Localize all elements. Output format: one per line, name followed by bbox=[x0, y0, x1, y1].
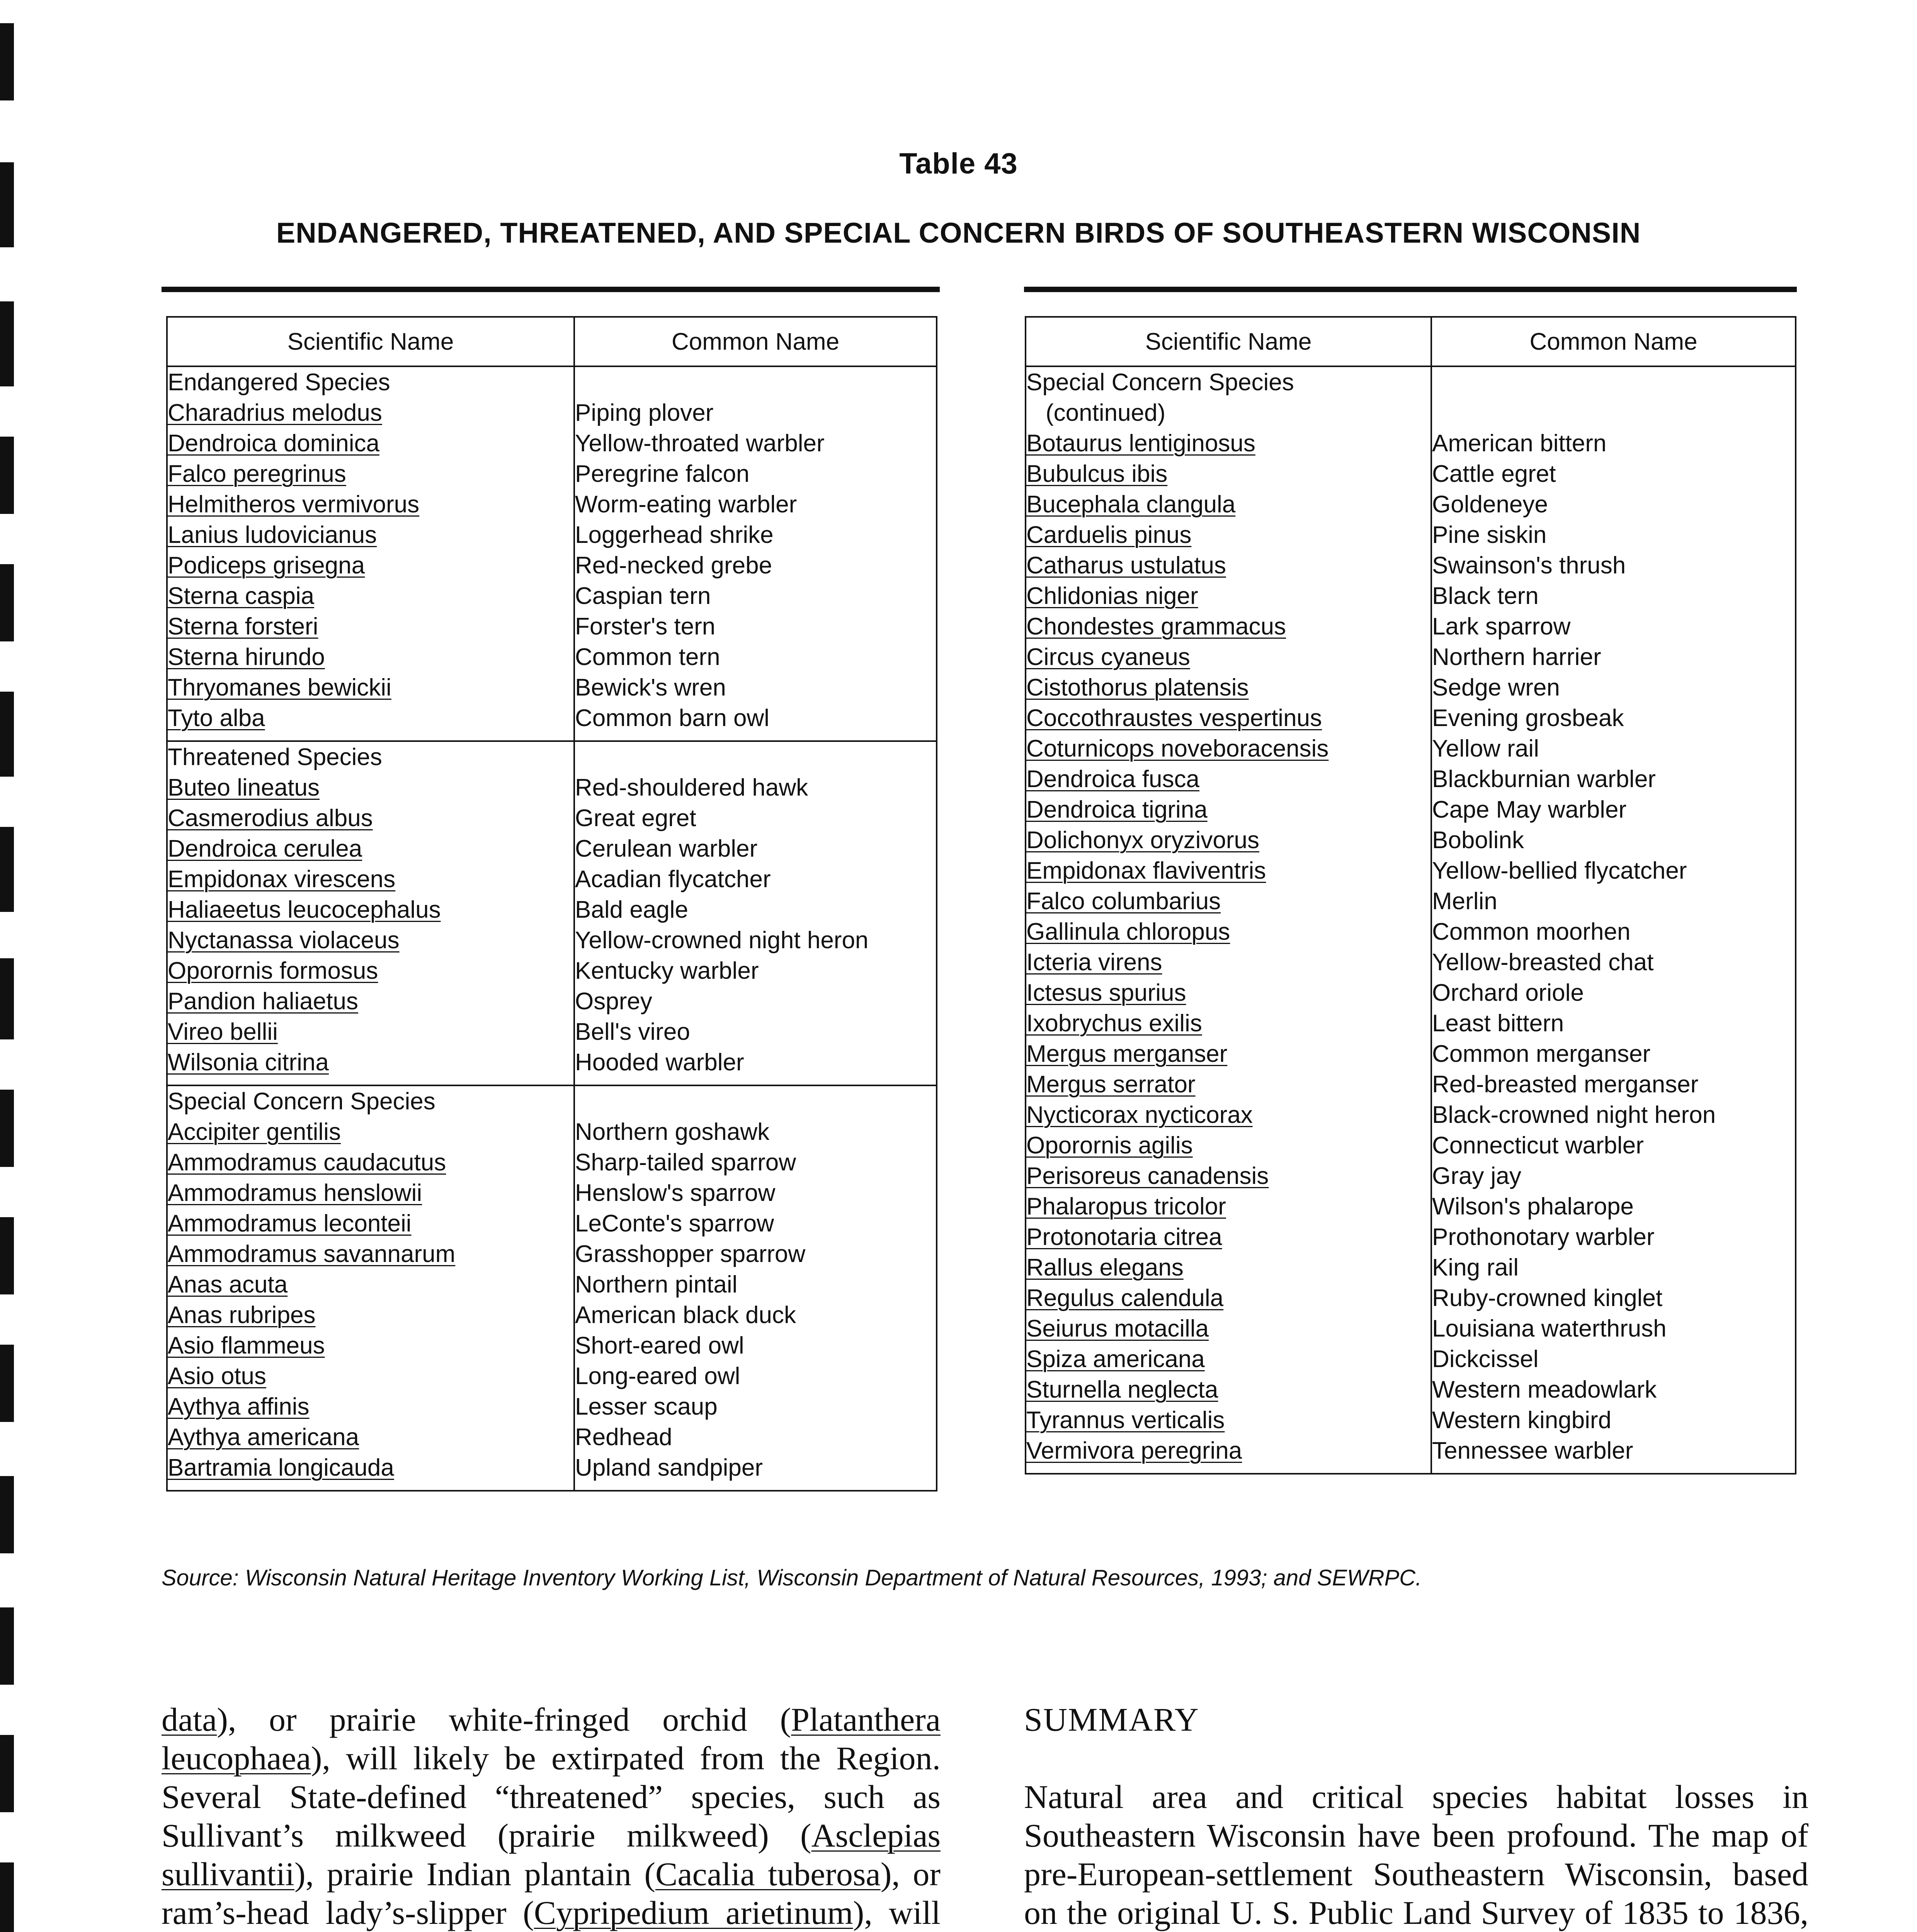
common-name: Red-necked grebe bbox=[574, 550, 937, 581]
table-row bbox=[167, 520, 937, 550]
table-row bbox=[167, 1017, 937, 1047]
table-row bbox=[167, 1239, 937, 1269]
table-title: ENDANGERED, THREATENED, AND SPECIAL CONCERN BIRDS OF SOUTHEASTERN WISCONSIN bbox=[276, 217, 1641, 249]
table-row bbox=[167, 1147, 937, 1178]
common-name: Blackburnian warbler bbox=[1431, 764, 1796, 794]
scientific-name: Sterna hirundo bbox=[167, 642, 574, 672]
table-row bbox=[167, 1269, 937, 1300]
table-row bbox=[1026, 550, 1796, 581]
text-run: ), or prairie white-fringed orchid ( bbox=[217, 1701, 791, 1738]
table-row bbox=[167, 581, 937, 611]
common-name: Red-breasted merganser bbox=[1431, 1069, 1796, 1100]
scientific-name: Falco columbarius bbox=[1026, 886, 1431, 917]
group-heading-row bbox=[167, 366, 937, 398]
common-name: Least bittern bbox=[1431, 1008, 1796, 1039]
common-name: Northern pintail bbox=[574, 1269, 937, 1300]
common-name: Cape May warbler bbox=[1431, 794, 1796, 825]
binder-mark bbox=[0, 1090, 14, 1167]
common-name-header: Common Name bbox=[1431, 317, 1796, 366]
table-row bbox=[1026, 978, 1796, 1008]
common-name: Peregrine falcon bbox=[574, 459, 937, 489]
scientific-name: Ammodramus caudacutus bbox=[167, 1147, 574, 1178]
scientific-name: Chondestes grammacus bbox=[1026, 611, 1431, 642]
table-row bbox=[167, 1208, 937, 1239]
table-row bbox=[167, 925, 937, 956]
binder-mark bbox=[0, 1345, 14, 1422]
scientific-name: Perisoreus canadensis bbox=[1026, 1161, 1431, 1191]
common-name: American bittern bbox=[1431, 428, 1796, 459]
scientific-name: Pandion haliaetus bbox=[167, 986, 574, 1017]
scientific-name-header: Scientific Name bbox=[1026, 317, 1431, 366]
common-name: Bewick's wren bbox=[574, 672, 937, 703]
table-row bbox=[167, 1422, 937, 1452]
table-row bbox=[167, 611, 937, 642]
common-name: Tennessee warbler bbox=[1431, 1435, 1796, 1466]
table-header-row bbox=[167, 317, 937, 366]
table-row bbox=[167, 833, 937, 864]
table-row bbox=[167, 1117, 937, 1147]
table-row bbox=[167, 642, 937, 672]
common-name: Cerulean warbler bbox=[574, 833, 937, 864]
common-name: Northern goshawk bbox=[574, 1117, 937, 1147]
binder-mark bbox=[0, 1217, 14, 1294]
table-row bbox=[167, 1047, 937, 1078]
common-name: Kentucky warbler bbox=[574, 956, 937, 986]
group-heading-row bbox=[167, 741, 937, 772]
scientific-name: Circus cyaneus bbox=[1026, 642, 1431, 672]
common-name: Great egret bbox=[574, 803, 937, 833]
scientific-name: Sterna caspia bbox=[167, 581, 574, 611]
table-row bbox=[1026, 886, 1796, 917]
scientific-name: Tyto alba bbox=[167, 703, 574, 733]
group-heading: Endangered Species bbox=[167, 366, 574, 398]
table-row bbox=[167, 895, 937, 925]
binder-mark bbox=[0, 1862, 14, 1932]
table-row bbox=[1026, 1405, 1796, 1435]
common-name: Sharp-tailed sparrow bbox=[574, 1147, 937, 1178]
scientific-name: Carduelis pinus bbox=[1026, 520, 1431, 550]
scientific-name: Casmerodius albus bbox=[167, 803, 574, 833]
scientific-name: Coccothraustes vespertinus bbox=[1026, 703, 1431, 733]
text-run: ), will likely be extirpated from the Region. Several State-defined “threatened” species, such as Sullivant’s milkweed (prairie milkweed) ( bbox=[162, 1740, 941, 1854]
common-name: American black duck bbox=[574, 1300, 937, 1330]
common-name: Northern harrier bbox=[1431, 642, 1796, 672]
scientific-name: Ammodramus savannarum bbox=[167, 1239, 574, 1269]
common-name: Yellow-breasted chat bbox=[1431, 947, 1796, 978]
scientific-name: Ixobrychus exilis bbox=[1026, 1008, 1431, 1039]
table-row bbox=[167, 1178, 937, 1208]
scientific-name: Vermivora peregrina bbox=[1026, 1435, 1431, 1466]
group-heading: Threatened Species bbox=[167, 741, 574, 772]
common-name: Red-shouldered hawk bbox=[574, 772, 937, 803]
common-name: Redhead bbox=[574, 1422, 937, 1452]
table-row bbox=[1026, 733, 1796, 764]
taxon-name: Cypripedium arietinum bbox=[534, 1894, 853, 1931]
common-name: Henslow's sparrow bbox=[574, 1178, 937, 1208]
scientific-name: Dendroica dominica bbox=[167, 428, 574, 459]
common-name: Merlin bbox=[1431, 886, 1796, 917]
common-name: Sedge wren bbox=[1431, 672, 1796, 703]
common-name: Dickcissel bbox=[1431, 1344, 1796, 1374]
common-name: Common merganser bbox=[1431, 1039, 1796, 1069]
common-name: Grasshopper sparrow bbox=[574, 1239, 937, 1269]
table-row bbox=[1026, 1069, 1796, 1100]
common-name: Ruby-crowned kinglet bbox=[1431, 1283, 1796, 1313]
common-name: Bobolink bbox=[1431, 825, 1796, 855]
scientific-name: Haliaeetus leucocephalus bbox=[167, 895, 574, 925]
group-spacer bbox=[1026, 1466, 1796, 1474]
table-row bbox=[1026, 1435, 1796, 1466]
table-row bbox=[1026, 1374, 1796, 1405]
table-row bbox=[167, 1300, 937, 1330]
scientific-name: Lanius ludovicianus bbox=[167, 520, 574, 550]
table-row bbox=[167, 772, 937, 803]
scientific-name: Ammodramus henslowii bbox=[167, 1178, 574, 1208]
binder-mark bbox=[0, 23, 14, 100]
taxon-name: data bbox=[162, 1701, 217, 1738]
summary-paragraph: Natural area and critical species habitat losses in Southeastern Wisconsin have been profound. The map of pre-European-settlement Southeastern Wisconsin, based on the original U. S. Public Land Survey of 1835 to 1836, bbox=[1024, 1778, 1808, 1931]
common-name: Common tern bbox=[574, 642, 937, 672]
common-name: Yellow-bellied flycatcher bbox=[1431, 855, 1796, 886]
table-row bbox=[1026, 917, 1796, 947]
table-row bbox=[167, 1452, 937, 1483]
common-name: Acadian flycatcher bbox=[574, 864, 937, 895]
scientific-name: Bartramia longicauda bbox=[167, 1452, 574, 1483]
common-name: LeConte's sparrow bbox=[574, 1208, 937, 1239]
table-row bbox=[1026, 764, 1796, 794]
scientific-name: Phalaropus tricolor bbox=[1026, 1191, 1431, 1222]
table-row bbox=[1026, 1344, 1796, 1374]
scientific-name: Asio flammeus bbox=[167, 1330, 574, 1361]
text-run: ), or ram’s-head lady’s-slipper ( bbox=[162, 1855, 941, 1931]
special-concern-species-group bbox=[167, 1085, 937, 1491]
threatened-species-group bbox=[167, 741, 937, 1085]
scientific-name: Empidonax virescens bbox=[167, 864, 574, 895]
table-row bbox=[1026, 825, 1796, 855]
scientific-name: Helmitheros vermivorus bbox=[167, 489, 574, 520]
summary-heading: SUMMARY bbox=[1024, 1701, 1199, 1738]
scientific-name: Accipiter gentilis bbox=[167, 1117, 574, 1147]
common-name: Short-eared owl bbox=[574, 1330, 937, 1361]
table-row bbox=[1026, 1191, 1796, 1222]
table-top-rule-right bbox=[1024, 287, 1797, 292]
right-bird-table bbox=[1025, 316, 1796, 1475]
table-row bbox=[1026, 489, 1796, 520]
scientific-name: Sterna forsteri bbox=[167, 611, 574, 642]
binder-mark bbox=[0, 1735, 14, 1812]
scientific-name: Dolichonyx oryzivorus bbox=[1026, 825, 1431, 855]
binder-mark bbox=[0, 692, 14, 777]
taxon-name: Asclepias sullivantii bbox=[162, 1817, 941, 1893]
scientific-name: Catharus ustulatus bbox=[1026, 550, 1431, 581]
scientific-name: Vireo bellii bbox=[167, 1017, 574, 1047]
scientific-name: Botaurus lentiginosus bbox=[1026, 428, 1431, 459]
common-name: King rail bbox=[1431, 1252, 1796, 1283]
group-heading-row bbox=[1026, 398, 1796, 428]
table-row bbox=[167, 1361, 937, 1391]
left-bird-table bbox=[166, 316, 937, 1492]
scientific-name: Wilsonia citrina bbox=[167, 1047, 574, 1078]
binder-mark bbox=[0, 437, 14, 514]
common-name: Bell's vireo bbox=[574, 1017, 937, 1047]
common-name: Black tern bbox=[1431, 581, 1796, 611]
scientific-name: Rallus elegans bbox=[1026, 1252, 1431, 1283]
common-name: Common barn owl bbox=[574, 703, 937, 733]
scientific-name: Regulus calendula bbox=[1026, 1283, 1431, 1313]
scientific-name: Bucephala clangula bbox=[1026, 489, 1431, 520]
scientific-name: Dendroica cerulea bbox=[167, 833, 574, 864]
taxon-name: Platanthera leucophaea bbox=[162, 1701, 941, 1777]
table-number: Table 43 bbox=[899, 147, 1018, 180]
binder-mark bbox=[0, 564, 14, 641]
scientific-name: Oporornis agilis bbox=[1026, 1130, 1431, 1161]
table-row bbox=[1026, 1161, 1796, 1191]
scientific-name: Podiceps grisegna bbox=[167, 550, 574, 581]
body-text-left-column bbox=[162, 1700, 941, 1932]
common-name: Yellow-throated warbler bbox=[574, 428, 937, 459]
common-name: Prothonotary warbler bbox=[1431, 1222, 1796, 1252]
scientific-name: Protonotaria citrea bbox=[1026, 1222, 1431, 1252]
scientific-name: Mergus serrator bbox=[1026, 1069, 1431, 1100]
table-row bbox=[167, 1391, 937, 1422]
scientific-name: Thryomanes bewickii bbox=[167, 672, 574, 703]
common-name: Worm-eating warbler bbox=[574, 489, 937, 520]
scientific-name-header: Scientific Name bbox=[167, 317, 574, 366]
table-top-rule-left bbox=[162, 287, 940, 292]
table-source-note: Source: Wisconsin Natural Heritage Inventory Working List, Wisconsin Department of Natural Resources, 1993; and SEWRPC. bbox=[162, 1565, 1422, 1590]
common-name-header: Common Name bbox=[574, 317, 937, 366]
table-row bbox=[1026, 672, 1796, 703]
table-row bbox=[1026, 1039, 1796, 1069]
scientific-name: Empidonax flaviventris bbox=[1026, 855, 1431, 886]
table-row bbox=[1026, 581, 1796, 611]
group-spacer bbox=[167, 1483, 937, 1491]
table-row bbox=[1026, 1252, 1796, 1283]
group-heading-row bbox=[167, 1085, 937, 1117]
table-row bbox=[1026, 1130, 1796, 1161]
binder-mark bbox=[0, 958, 14, 1039]
table-row bbox=[167, 956, 937, 986]
common-name: Goldeneye bbox=[1431, 489, 1796, 520]
scientific-name: Anas acuta bbox=[167, 1269, 574, 1300]
common-name: Evening grosbeak bbox=[1431, 703, 1796, 733]
table-row bbox=[167, 986, 937, 1017]
common-name: Connecticut warbler bbox=[1431, 1130, 1796, 1161]
common-name: Loggerhead shrike bbox=[574, 520, 937, 550]
scientific-name: Asio otus bbox=[167, 1361, 574, 1391]
table-row bbox=[1026, 428, 1796, 459]
scientific-name: Falco peregrinus bbox=[167, 459, 574, 489]
table-row bbox=[1026, 947, 1796, 978]
scientific-name: Anas rubripes bbox=[167, 1300, 574, 1330]
table-row bbox=[167, 398, 937, 428]
common-name: Swainson's thrush bbox=[1431, 550, 1796, 581]
scientific-name: Ictesus spurius bbox=[1026, 978, 1431, 1008]
table-row bbox=[1026, 1283, 1796, 1313]
common-name: Common moorhen bbox=[1431, 917, 1796, 947]
scientific-name: Charadrius melodus bbox=[167, 398, 574, 428]
scientific-name: Ammodramus leconteii bbox=[167, 1208, 574, 1239]
common-name: Wilson's phalarope bbox=[1431, 1191, 1796, 1222]
table-row bbox=[1026, 794, 1796, 825]
scientific-name: Mergus merganser bbox=[1026, 1039, 1431, 1069]
binder-mark bbox=[0, 301, 14, 386]
scientific-name: Sturnella neglecta bbox=[1026, 1374, 1431, 1405]
scientific-name: Nyctanassa violaceus bbox=[167, 925, 574, 956]
table-row bbox=[167, 428, 937, 459]
table-row bbox=[1026, 611, 1796, 642]
group-spacer bbox=[167, 733, 937, 741]
table-row bbox=[167, 459, 937, 489]
table-row bbox=[167, 1330, 937, 1361]
table-row bbox=[167, 550, 937, 581]
scientific-name: Chlidonias niger bbox=[1026, 581, 1431, 611]
common-name: Lark sparrow bbox=[1431, 611, 1796, 642]
scientific-name: Dendroica fusca bbox=[1026, 764, 1431, 794]
table-row bbox=[1026, 1222, 1796, 1252]
special-concern-continued-group bbox=[1026, 366, 1796, 1474]
scientific-name: Seiurus motacilla bbox=[1026, 1313, 1431, 1344]
binder-mark bbox=[0, 1476, 14, 1553]
common-name: Western meadowlark bbox=[1431, 1374, 1796, 1405]
scientific-name: Bubulcus ibis bbox=[1026, 459, 1431, 489]
endangered-species-group bbox=[167, 366, 937, 741]
common-name: Forster's tern bbox=[574, 611, 937, 642]
group-heading-continued: (continued) bbox=[1026, 398, 1431, 428]
scientific-name: Spiza americana bbox=[1026, 1344, 1431, 1374]
group-heading: Special Concern Species bbox=[1026, 366, 1431, 398]
common-name: Hooded warbler bbox=[574, 1047, 937, 1078]
common-name: Piping plover bbox=[574, 398, 937, 428]
table-row bbox=[1026, 520, 1796, 550]
table-header-row bbox=[1026, 317, 1796, 366]
common-name: Long-eared owl bbox=[574, 1361, 937, 1391]
common-name: Black-crowned night heron bbox=[1431, 1100, 1796, 1130]
common-name: Osprey bbox=[574, 986, 937, 1017]
text-run: ), prairie Indian plantain ( bbox=[294, 1855, 655, 1893]
scientific-name: Coturnicops noveboracensis bbox=[1026, 733, 1431, 764]
common-name: Lesser scaup bbox=[574, 1391, 937, 1422]
group-spacer bbox=[167, 1078, 937, 1085]
table-row bbox=[1026, 1100, 1796, 1130]
common-name: Louisiana waterthrush bbox=[1431, 1313, 1796, 1344]
common-name: Orchard oriole bbox=[1431, 978, 1796, 1008]
group-heading-row bbox=[1026, 366, 1796, 398]
common-name: Western kingbird bbox=[1431, 1405, 1796, 1435]
table-row bbox=[1026, 855, 1796, 886]
table-row bbox=[1026, 1008, 1796, 1039]
table-row bbox=[167, 703, 937, 733]
binder-mark bbox=[0, 827, 14, 912]
common-name: Bald eagle bbox=[574, 895, 937, 925]
common-name: Pine siskin bbox=[1431, 520, 1796, 550]
scientific-name: Dendroica tigrina bbox=[1026, 794, 1431, 825]
scientific-name: Gallinula chloropus bbox=[1026, 917, 1431, 947]
common-name: Upland sandpiper bbox=[574, 1452, 937, 1483]
table-row bbox=[1026, 459, 1796, 489]
binder-mark bbox=[0, 1607, 14, 1685]
scientific-name: Aythya americana bbox=[167, 1422, 574, 1452]
table-row bbox=[167, 672, 937, 703]
common-name: Cattle egret bbox=[1431, 459, 1796, 489]
table-row bbox=[167, 864, 937, 895]
common-name: Gray jay bbox=[1431, 1161, 1796, 1191]
scientific-name: Cistothorus platensis bbox=[1026, 672, 1431, 703]
scientific-name: Tyrannus verticalis bbox=[1026, 1405, 1431, 1435]
scientific-name: Nycticorax nycticorax bbox=[1026, 1100, 1431, 1130]
common-name: Yellow-crowned night heron bbox=[574, 925, 937, 956]
group-heading: Special Concern Species bbox=[167, 1085, 574, 1117]
taxon-name: Cacalia tuberosa bbox=[655, 1855, 881, 1893]
table-row bbox=[1026, 642, 1796, 672]
scientific-name: Icteria virens bbox=[1026, 947, 1431, 978]
text-run: ), will bbox=[853, 1894, 941, 1931]
scientific-name: Buteo lineatus bbox=[167, 772, 574, 803]
common-name: Caspian tern bbox=[574, 581, 937, 611]
scientific-name: Aythya affinis bbox=[167, 1391, 574, 1422]
scientific-name: Oporornis formosus bbox=[167, 956, 574, 986]
table-row bbox=[167, 489, 937, 520]
table-row bbox=[1026, 1313, 1796, 1344]
common-name: Yellow rail bbox=[1431, 733, 1796, 764]
table-row bbox=[167, 803, 937, 833]
table-row bbox=[1026, 703, 1796, 733]
